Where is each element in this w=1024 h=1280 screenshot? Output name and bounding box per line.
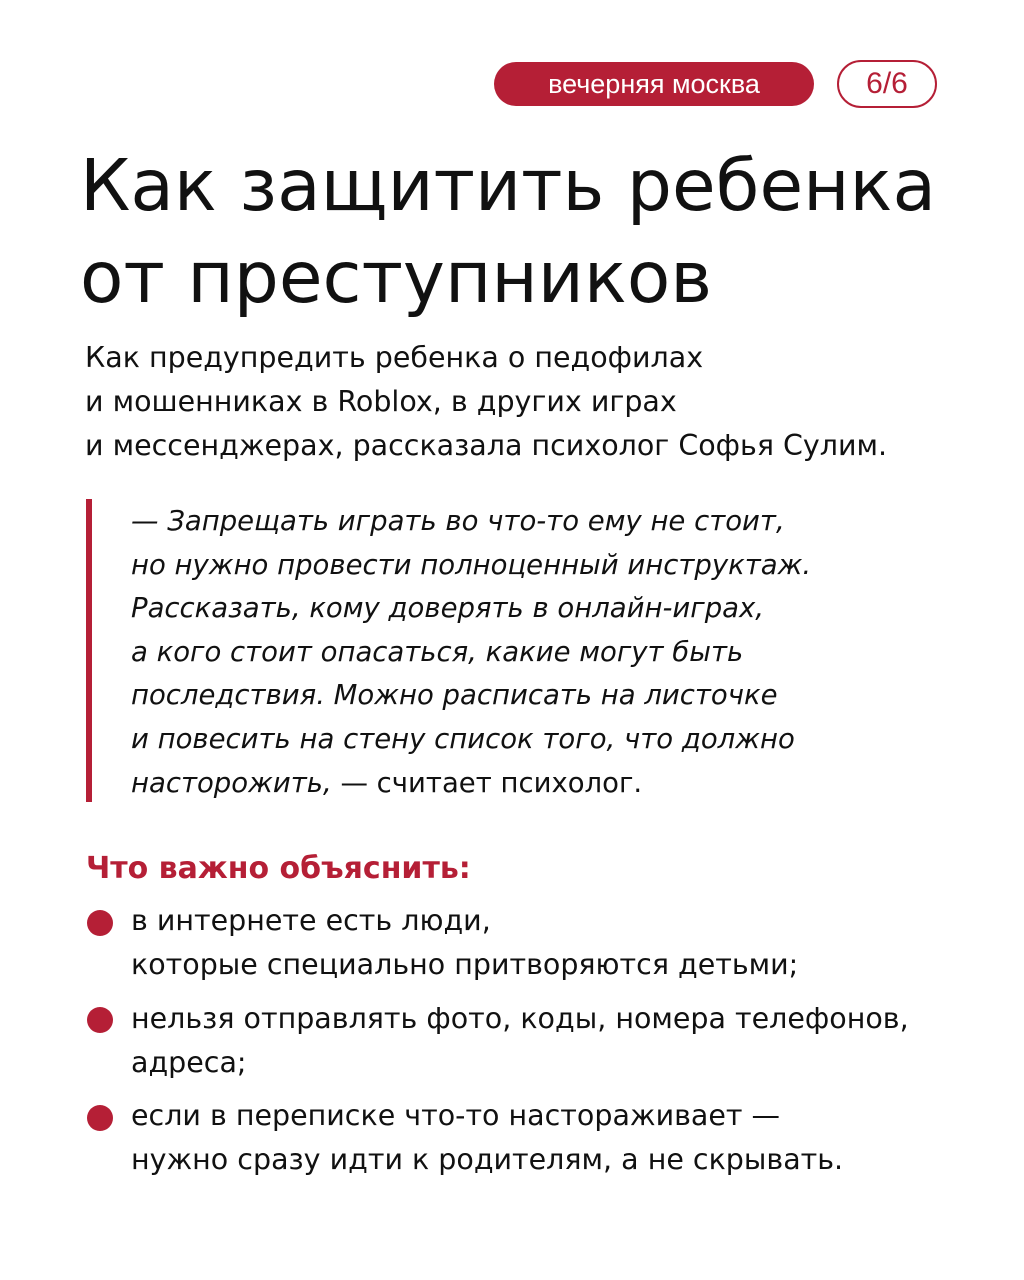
title-line: от преступников xyxy=(80,236,713,319)
quote-line: но нужно провести полноценный инструктаж. xyxy=(131,548,812,581)
quote-line: а кого стоит опасаться, какие могут быть xyxy=(131,635,744,668)
brand-badge: вечерняя москва xyxy=(494,62,814,106)
list-item-line: адреса; xyxy=(131,1046,247,1079)
quote-line: Рассказать, кому доверять в онлайн-играх, xyxy=(131,592,765,625)
quote-accent-bar xyxy=(86,499,92,802)
list-item xyxy=(131,1094,991,1182)
list-item-line: которые специально притворяются детьми; xyxy=(131,948,799,981)
lead-line: и мошенниках в Roblox, в других играх xyxy=(85,385,677,418)
quote-line: — Запрещать играть во что-то ему не стоит, xyxy=(131,505,785,537)
bullet-icon xyxy=(87,1007,113,1033)
quote-line: и повесить на стену список того, что должно xyxy=(131,722,795,755)
list-item-line: нельзя отправлять фото, коды, номера телефонов, xyxy=(131,1002,909,1035)
lead-paragraph xyxy=(85,336,985,468)
psychologist-quote xyxy=(131,500,991,805)
list-item-line: если в переписке что-то настораживает — xyxy=(131,1099,781,1132)
page-title xyxy=(80,140,980,324)
bullet-icon xyxy=(87,1105,113,1131)
lead-line: и мессенджерах, рассказала психолог Софья Сулим. xyxy=(85,429,888,462)
section-heading: Что важно объяснить: xyxy=(86,851,471,886)
lead-line: Как предупредить ребенка о педофилах xyxy=(85,341,704,374)
title-line: Как защитить ребенка xyxy=(80,144,936,227)
list-item-line: в интернете есть люди, xyxy=(131,904,491,937)
list-item-line: нужно сразу идти к родителям, а не скрывать. xyxy=(131,1143,844,1176)
quote-attribution: — считает психолог. xyxy=(331,766,643,799)
bullet-icon xyxy=(87,910,113,936)
quote-line: насторожить, xyxy=(131,766,332,799)
list-item xyxy=(131,997,991,1085)
page-counter: 6/6 xyxy=(837,60,937,108)
quote-line: последствия. Можно расписать на листочке xyxy=(131,679,778,712)
list-item xyxy=(131,899,991,987)
